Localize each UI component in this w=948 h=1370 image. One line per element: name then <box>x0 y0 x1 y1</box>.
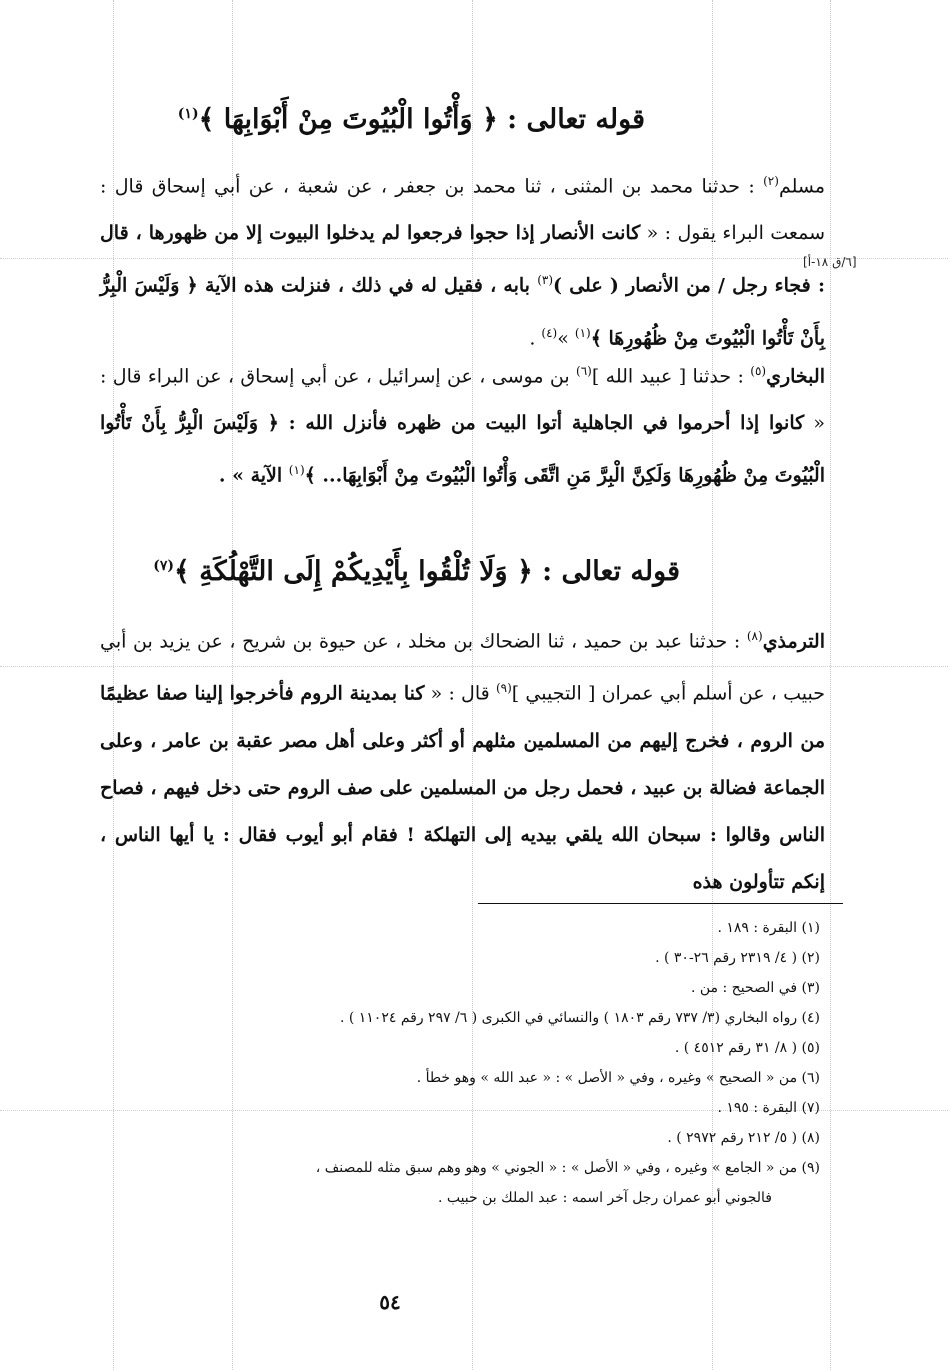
hadith-bukhari: البخاري$^{(٥)}$ : حدثنا [ عبيد الله ]$^{(٦)}$ بن موسى ، عن إسرائيل ، عن أبي إسحاق ، عن البراء قال : « كانوا إذا أحرموا في الجاهلية أتوا البيت من ظهره فأنزل الله : ﴿ وَلَيْسَ الْبِرُّ بِأَنْ تَأْتُوا الْبُيُوتَ مِنْ ظُهُورِهَا وَلَكِنَّ الْبِرَّ مَنِ اتَّقَى وَأْتُوا الْبُيُوتَ مِنْ أَبْوَابِهَا... ﴾$^{(١)}$ الآية » . <box>100 364 825 487</box>
section-heading-2: قوله تعالى : ﴿ وَلَا تُلْقُوا بِأَيْدِيكُمْ إِلَى التَّهْلُكَةِ ﴾$^{(٧)}$ <box>153 556 680 587</box>
hadith-muslim: مسلم$^{(٢)}$ : حدثنا محمد بن المثنى ، ثنا محمد بن جعفر ، عن شعبة ، عن أبي إسحاق قال : سمعت البراء يقول : « كانت الأنصار إذا حجوا فرجعوا لم يدخلوا البيوت إلا من ظهورها ، قال : فجاء رجل / من الأنصار ( على )$^{(٣)}$ بابه ، فقيل له في ذلك ، فنزلت هذه الآية ﴿ وَلَيْسَ الْبِرُّ بِأَنْ تَأْتُوا الْبُيُوتَ مِنْ ظُهُورِهَا ﴾$^{(١)}$ »$^{(٤)}$ . <box>100 174 826 349</box>
footnote-8: (٨) ( ٥/ ٢١٢ رقم ٢٩٧٢ ) . <box>667 1130 820 1146</box>
footnote-separator <box>478 903 843 904</box>
hadith-tirmidhi: الترمذي$^{(٨)}$ : حدثنا عبد بن حميد ، ثنا الضحاك بن مخلد ، عن حيوة بن شريح ، عن يزيد بن أبي حبيب ، عن أسلم أبي عمران [ التجيبي ]$^{(٩)}$ قال : « كنا بمدينة الروم فأخرجوا إلينا صفا عظيمًا من الروم ، فخرج إليهم من المسلمين مثلهم أو أكثر وعلى أهل مصر عقبة بن عامر ، وعلى الجماعة فضالة بن عبيد ، فحمل رجل من المسلمين على صف الروم حتى دخل فيهم ، فصاح الناس وقالوا : سبحان الله يلقي بيديه إلى التهلكة ! فقام أبو أيوب فقال : يا أيها الناس ، إنكم تتأولون هذه <box>100 629 825 893</box>
page-number: ٥٤ <box>379 1290 401 1314</box>
footnote-3: (٣) في الصحيح : من . <box>691 980 820 996</box>
footnote-2: (٢) ( ٤/ ٢٣١٩ رقم ٢٦-٣٠ ) . <box>655 950 820 966</box>
section-heading-1: قوله تعالى : ﴿ وَأْتُوا الْبُيُوتَ مِنْ أَبْوَابِهَا ﴾$^{(١)}$ <box>177 104 645 135</box>
footnotes <box>30 913 820 1213</box>
scan-guide-line <box>830 0 831 1370</box>
footnote-6: (٦) من « الصحيح » وغيره ، وفي « الأصل » : « عبد الله » وهو خطأ . <box>416 1070 820 1086</box>
manuscript-folio-note: [٦/ق ١٨-أ] <box>803 255 857 269</box>
footnote-5: (٥) ( ٨/ ٣١ رقم ٤٥١٢ ) . <box>674 1040 820 1056</box>
footnote-1: (١) البقرة : ١٨٩ . <box>717 920 820 936</box>
footnote-9-continued: فالجوني أبو عمران رجل آخر اسمه : عبد الملك بن حبيب . <box>437 1190 772 1206</box>
footnote-4: (٤) رواه البخاري (٣/ ٧٣٧ رقم ١٨٠٣ ) والنسائي في الكبرى ( ٦/ ٢٩٧ رقم ١١٠٢٤ ) . <box>339 1010 820 1026</box>
footnote-9: (٩) من « الجامع » وغيره ، وفي « الأصل » : « الجوني » وهو وهم سبق مثله للمصنف ، <box>315 1160 820 1176</box>
footnote-7: (٧) البقرة : ١٩٥ . <box>717 1100 820 1116</box>
